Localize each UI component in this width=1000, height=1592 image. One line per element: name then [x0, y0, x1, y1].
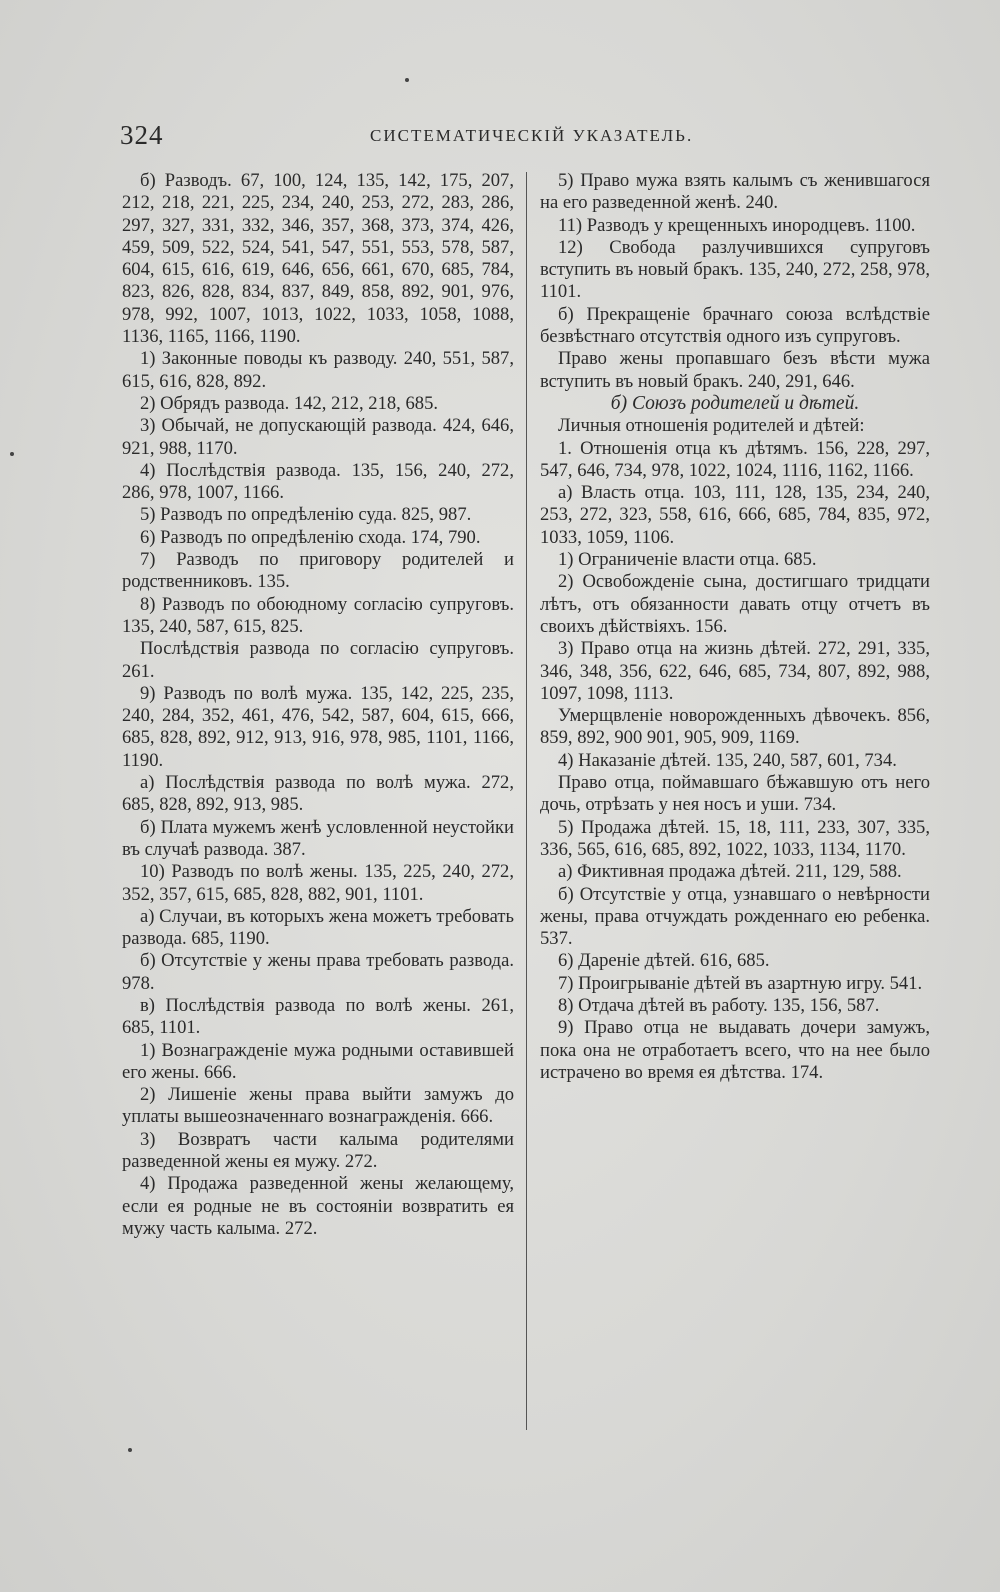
paper-speck — [405, 78, 409, 82]
index-entry: 5) Право мужа взять калымъ съ женившагося на его разведенной женѣ. 240. — [540, 170, 930, 214]
index-entry: Умерщвленіе новорожденныхъ дѣвочекъ. 856, 859, 892, 900 901, 905, 909, 1169. — [540, 705, 930, 749]
index-entry: 1) Законные поводы къ разводу. 240, 551, 587, 615, 616, 828, 892. — [122, 348, 514, 392]
index-entry: 12) Свобода разлучившихся супруговъ вступить въ новый бракъ. 135, 240, 272, 258, 978, 1101. — [540, 236, 930, 303]
index-entry: 2) Обрядъ развода. 142, 212, 218, 685. — [140, 392, 439, 414]
running-title: СИСТЕМАТИЧЕСКІЙ УКАЗАТЕЛЬ. — [370, 126, 694, 145]
index-entry: а) Власть отца. 103, 111, 128, 135, 234, 240, 253, 272, 323, 558, 616, 666, 685, 784, 835, 972, 1033, 1059, 1106. — [540, 482, 930, 548]
index-entry: 7) Проигрываніе дѣтей въ азартную игру. 541. — [558, 972, 923, 994]
section-heading: б) Союзъ родителей и дѣтей. — [610, 392, 860, 414]
index-entry: 1) Вознагражденіе мужа родными оставившей его жены. 666. — [122, 1039, 514, 1083]
index-entry: 9) Разводъ по волѣ мужа. 135, 142, 225, 235, 240, 284, 352, 461, 476, 542, 587, 604, 615, 666, 685, 828, 892, 912, 913, 916, 978, 985, 1101, 1166, 1190. — [122, 682, 514, 771]
index-entry: 2) Освобожденіе сына, достигшаго тридцати лѣтъ, отъ обязанности давать отцу отчетъ въ своихъ дѣйствіяхъ. 156. — [540, 571, 930, 637]
index-entry: 5) Разводъ по опредѣленію суда. 825, 987. — [140, 504, 472, 526]
index-entry: 10) Разводъ по волѣ жены. 135, 225, 240, 272, 352, 357, 615, 685, 828, 882, 901, 1101. — [122, 861, 514, 905]
index-entry: 6) Дареніе дѣтей. 616, 685. — [558, 950, 770, 972]
index-entry: 1) Ограниченіе власти отца. 685. — [558, 549, 817, 571]
left-column — [122, 170, 514, 1240]
index-entry: б) Разводъ. 67, 100, 124, 135, 142, 175, 207, 212, 218, 221, 225, 234, 240, 253, 272, 283, 286, 297, 327, 331, 332, 346, 357, 368, 373, 374, 426, 459, 509, 522, 524, 541, 547, 551, 553, 578, 587, 604, 615, 616, 619, 646, 656, 661, 670, 685, 784, 823, 826, 828, 834, 837, 849, 858, 892, 901, 976, 978, 992, 1007, 1013, 1022, 1033, 1058, 1088, 1136, 1165, 1166, 1190. — [122, 170, 514, 348]
column-divider — [526, 172, 527, 1430]
index-entry: 4) Продажа разведенной жены желающему, если ея родные не въ состояніи возвратить ея мужу часть калыма. 272. — [122, 1173, 514, 1239]
index-entry: б) Отсутствіе у жены права требовать развода. 978. — [122, 950, 514, 994]
index-entry: 4) Послѣдствія развода. 135, 156, 240, 272, 286, 978, 1007, 1166. — [122, 459, 514, 504]
index-entry: 2) Лишеніе жены права выйти замужъ до уплаты вышеозначеннаго вознагражденія. 666. — [122, 1084, 514, 1128]
index-entry: 6) Разводъ по опредѣленію схода. 174, 790. — [140, 526, 481, 548]
index-entry: б) Плата мужемъ женѣ условленной неустойки въ случаѣ развода. 387. — [122, 816, 514, 860]
index-entry: 7) Разводъ по приговору родителей и родственниковъ. 135. — [122, 549, 514, 593]
index-entry: Право жены пропавшаго безъ вѣсти мужа вступить въ новый бракъ. 240, 291, 646. — [540, 348, 930, 392]
index-entry: 3) Обычай, не допускающій развода. 424, 646, 921, 988, 1170. — [122, 415, 514, 459]
index-entry: 5) Продажа дѣтей. 15, 18, 111, 233, 307, 335, 336, 565, 616, 685, 892, 1022, 1033, 1134, 1170. — [540, 816, 930, 860]
index-entry: Личныя отношенія родителей и дѣтей: — [558, 415, 865, 437]
index-entry: б) Отсутствіе у отца, узнавшаго о невѣрности жены, права отчуждать рожденнаго ею ребенка. 537. — [540, 883, 930, 950]
index-entry: 8) Отдача дѣтей въ работу. 135, 156, 587. — [558, 994, 880, 1016]
index-entry: в) Послѣдствія развода по волѣ жены. 261, 685, 1101. — [122, 994, 514, 1039]
page-number: 324 — [120, 120, 164, 150]
page-header — [120, 120, 930, 150]
index-entry: 1. Отношенія отца къ дѣтямъ. 156, 228, 297, 547, 646, 734, 978, 1022, 1024, 1116, 1162, 1166. — [540, 437, 930, 481]
index-entry: 11) Разводъ у крещенныхъ инородцевъ. 1100. — [558, 214, 916, 236]
index-entry: Право отца, поймавшаго бѣжавшую отъ него дочь, отрѣзать у нея носъ и уши. 734. — [540, 772, 930, 816]
index-entry: б) Прекращеніе брачнаго союза вслѣдствіе безвѣстнаго отсутствія одного изъ супруговъ. — [540, 303, 930, 348]
right-column — [540, 170, 930, 1084]
index-entry: Послѣдствія развода по согласію супруговъ. 261. — [122, 638, 514, 682]
paper-speck — [10, 452, 14, 456]
index-entry: 8) Разводъ по обоюдному согласію супруговъ. 135, 240, 587, 615, 825. — [122, 593, 514, 637]
index-entry: 3) Право отца на жизнь дѣтей. 272, 291, 335, 346, 348, 356, 622, 646, 685, 734, 807, 892, 988, 1097, 1098, 1113. — [540, 638, 930, 704]
index-entry: 9) Право отца не выдавать дочери замужъ, пока она не отработаетъ всего, что на нее было истрачено во время ея дѣтства. 174. — [540, 1017, 930, 1083]
paper-speck — [128, 1448, 132, 1452]
index-entry: а) Случаи, въ которыхъ жена можетъ требовать развода. 685, 1190. — [122, 905, 514, 950]
index-entry: а) Фиктивная продажа дѣтей. 211, 129, 588. — [558, 861, 902, 883]
index-entry: 4) Наказаніе дѣтей. 135, 240, 587, 601, 734. — [558, 749, 897, 771]
index-entry: 3) Возвратъ части калыма родителями разведенной жены ея мужу. 272. — [122, 1128, 514, 1173]
index-entry: а) Послѣдствія развода по волѣ мужа. 272, 685, 828, 892, 913, 985. — [122, 772, 514, 816]
